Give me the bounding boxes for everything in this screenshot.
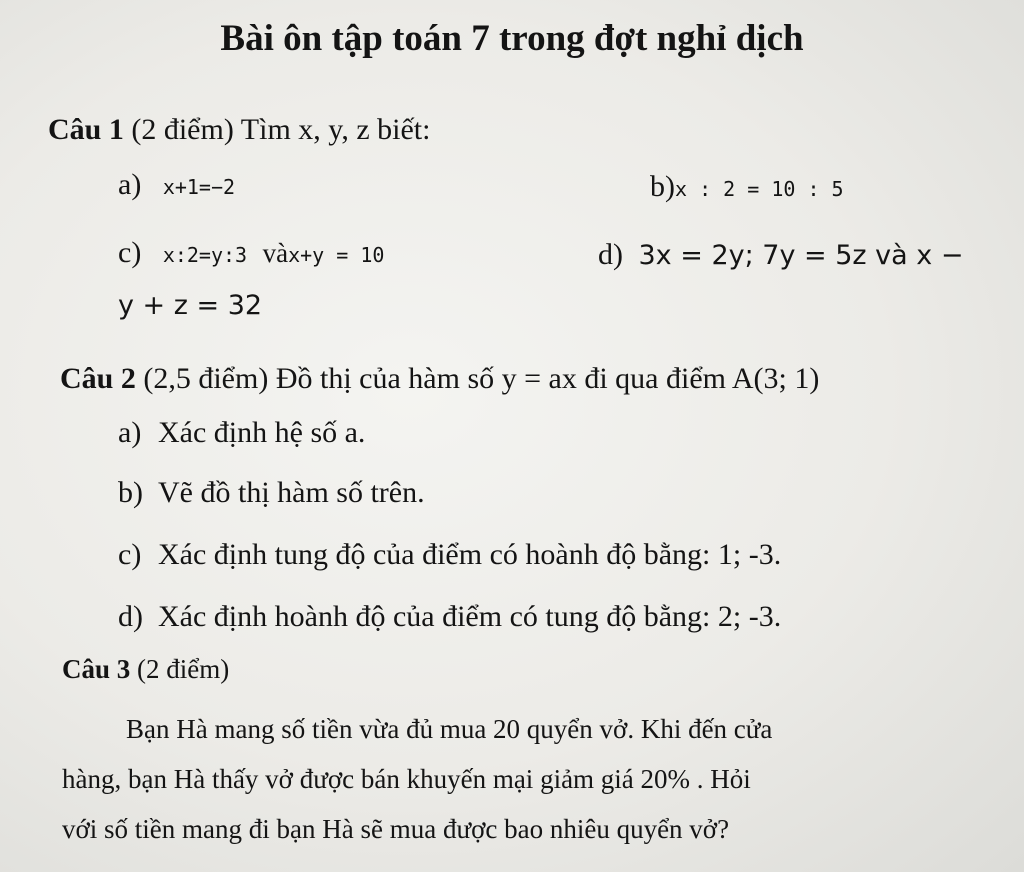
question-1a-expression: x+1=−2 [162, 175, 236, 199]
question-3-paragraph-line-2: hàng, bạn Hà thấy vở được bán khuyến mại giảm giá 20% . Hỏi [62, 764, 751, 794]
question-2c [118, 540, 781, 570]
question-2c-text: Xác định tung độ của điểm có hoành độ bằng: 1; -3. [158, 538, 782, 571]
question-1a [118, 170, 235, 200]
question-2d-text: Xác định hoành độ của điểm có tung độ bằng: 2; -3. [158, 600, 782, 633]
question-3-heading [62, 656, 229, 683]
question-1c-expression-2: x+y = 10 [288, 243, 385, 267]
question-1d-label: d) [598, 238, 623, 271]
question-2a-label: a) [118, 416, 142, 449]
page-title: Bài ôn tập toán 7 trong đợt nghỉ dịch [220, 18, 804, 59]
question-3-label: Câu 3 [62, 654, 131, 684]
question-1-text: (2 điểm) Tìm x, y, z biết: [123, 113, 431, 146]
question-1-heading [48, 115, 430, 145]
question-1c-label: c) [118, 236, 142, 269]
question-1a-label: a) [118, 168, 142, 201]
question-1-label: Câu 1 [48, 113, 124, 146]
question-1d [598, 240, 963, 270]
question-2-text: (2,5 điểm) Đồ thị của hàm số y = ax đi qua điểm A(3; 1) [135, 362, 820, 395]
question-1c-expression-1: x:2=y:3 [162, 243, 248, 267]
question-3-paragraph-line-1: Bạn Hà mang số tiền vừa đủ mua 20 quyển vở. Khi đến cửa [126, 714, 773, 744]
question-1c-and: và [262, 238, 289, 268]
question-2b [118, 478, 425, 508]
question-3-paragraph-line-3: với số tiền mang đi bạn Hà sẽ mua được bao nhiêu quyển vở? [62, 814, 730, 844]
question-1d-expression-continued: y + z = 32 [118, 290, 263, 321]
question-1b-label: b) [650, 170, 675, 203]
question-2b-text: Vẽ đồ thị hàm số trên. [158, 476, 425, 509]
question-2c-label: c) [118, 538, 142, 571]
question-1b [650, 172, 844, 202]
question-1d-expression: 3x = 2y; 7y = 5z và x − [638, 240, 964, 271]
question-2b-label: b) [118, 476, 143, 509]
question-1c [118, 238, 384, 268]
question-2d-label: d) [118, 600, 143, 633]
question-2d [118, 602, 781, 632]
question-2-label: Câu 2 [60, 362, 136, 395]
question-3-text: (2 điểm) [130, 654, 230, 684]
question-2a-text: Xác định hệ số a. [158, 416, 366, 449]
question-1b-expression: x : 2 = 10 : 5 [675, 177, 844, 201]
question-2-heading [60, 364, 819, 394]
question-2a [118, 418, 365, 448]
